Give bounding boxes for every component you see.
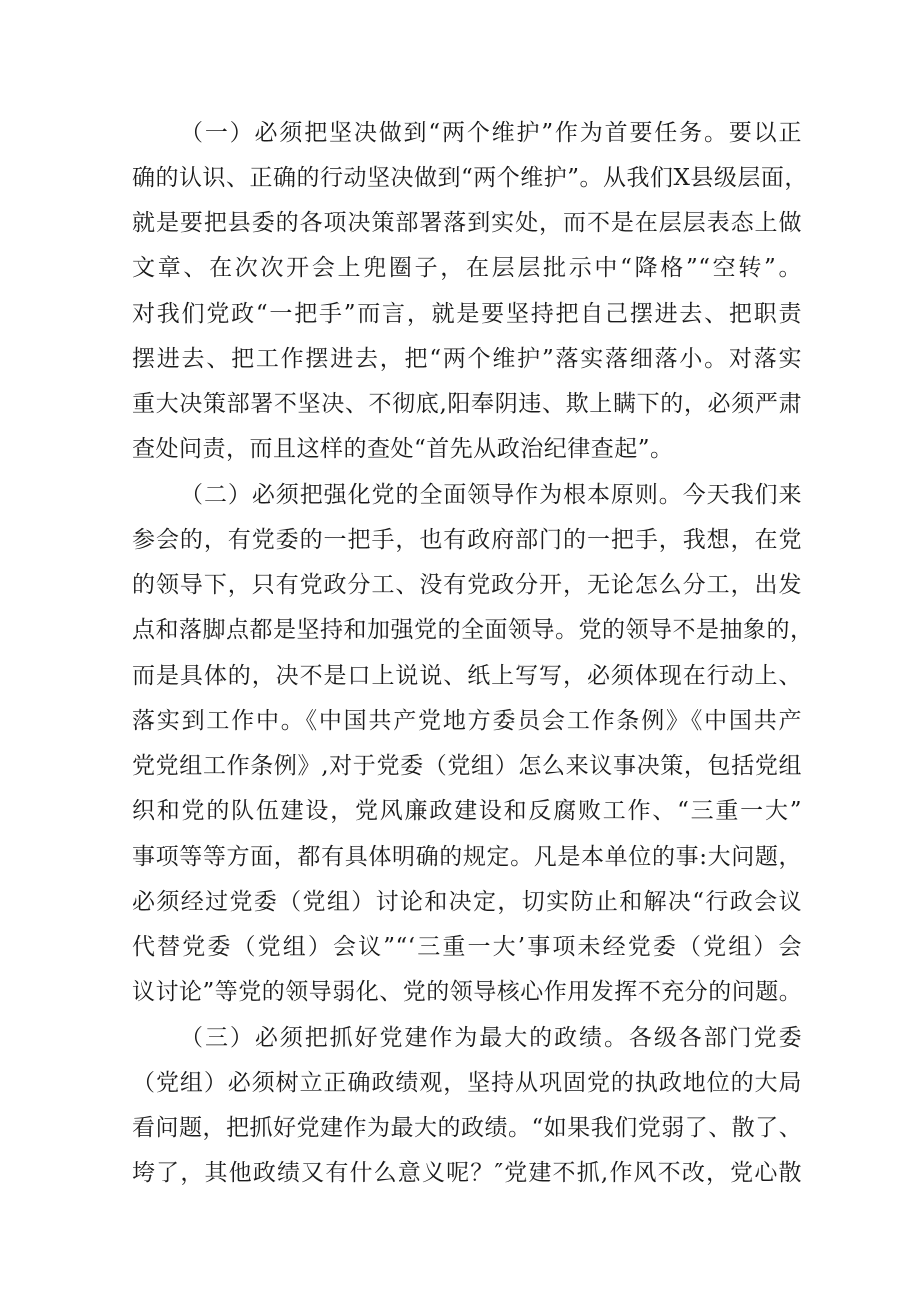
text-line: 确的认识、正确的行动坚决做到“两个维护”。从我们X县级层面， — [132, 165, 808, 191]
text-line: 事项等等方面，都有具体明确的规定。凡是本单位的事:大问题， — [132, 844, 802, 870]
text-line: 查处问责，而且这样的查处“首先从政治纪律查起”。 — [132, 436, 674, 462]
text-line: 议讨论”等党的领导弱化、党的领导核心作用发挥不充分的问题。 — [132, 979, 803, 1005]
text-line: 代替党委（党组）会议”“‘三重一大’事项未经党委（党组）会 — [132, 934, 802, 960]
text-line: 看问题，把抓好党建作为最大的政绩。“如果我们党弱了、散了、 — [132, 1115, 803, 1141]
text-line: 必须经过党委（党组）讨论和决定，切实防止和解决“行政会议 — [132, 889, 802, 915]
text-line: 垮了，其他政绩又有什么意义呢？″党建不抓,作风不改，党心散 — [132, 1160, 802, 1186]
text-line: 对我们党政“一把手”而言，就是要坚持把自己摆进去、把职责 — [132, 301, 802, 327]
text-line: 就是要把县委的各项决策部署落到实处，而不是在层层表态上做 — [132, 210, 802, 236]
text-line: 党党组工作条例》,对于党委（党组）怎么来议事决策，包括党组 — [132, 753, 802, 779]
text-line: 参会的，有党委的一把手，也有政府部门的一把手，我想，在党 — [132, 527, 802, 553]
text-line: （一）必须把坚决做到“两个维护”作为首要任务。要以正 — [180, 120, 802, 146]
text-line: 摆进去、把工作摆进去，把“两个维护”落实落细落小。对落实 — [132, 346, 802, 372]
text-line: （二）必须把强化党的全面领导作为根本原则。今天我们来 — [180, 482, 802, 508]
text-line: （党组）必须树立正确政绩观，坚持从巩固党的执政地位的大局 — [132, 1070, 802, 1096]
text-line: 重大决策部署不坚决、不彻底,阳奉阴违、欺上瞒下的，必须严肃 — [132, 391, 802, 417]
text-line: 织和党的队伍建设，党风廉政建设和反腐败工作、“三重一大” — [132, 798, 802, 824]
text-line: 文章、在次次开会上兜圈子，在层层批示中“降格”“空转”。 — [132, 255, 802, 281]
text-line: （三）必须把抓好党建作为最大的政绩。各级各部门党委 — [180, 1025, 802, 1051]
text-line: 落实到工作中。《中国共产党地方委员会工作条例》《中国共产 — [132, 708, 802, 734]
text-line: 而是具体的，决不是口上说说、纸上写写，必须体现在行动上、 — [132, 663, 802, 689]
text-line: 点和落脚点都是坚持和加强党的全面领导。党的领导不是抽象的， — [132, 617, 814, 643]
text-line: 的领导下，只有党政分工、没有党政分开，无论怎么分工，出发 — [132, 572, 802, 598]
